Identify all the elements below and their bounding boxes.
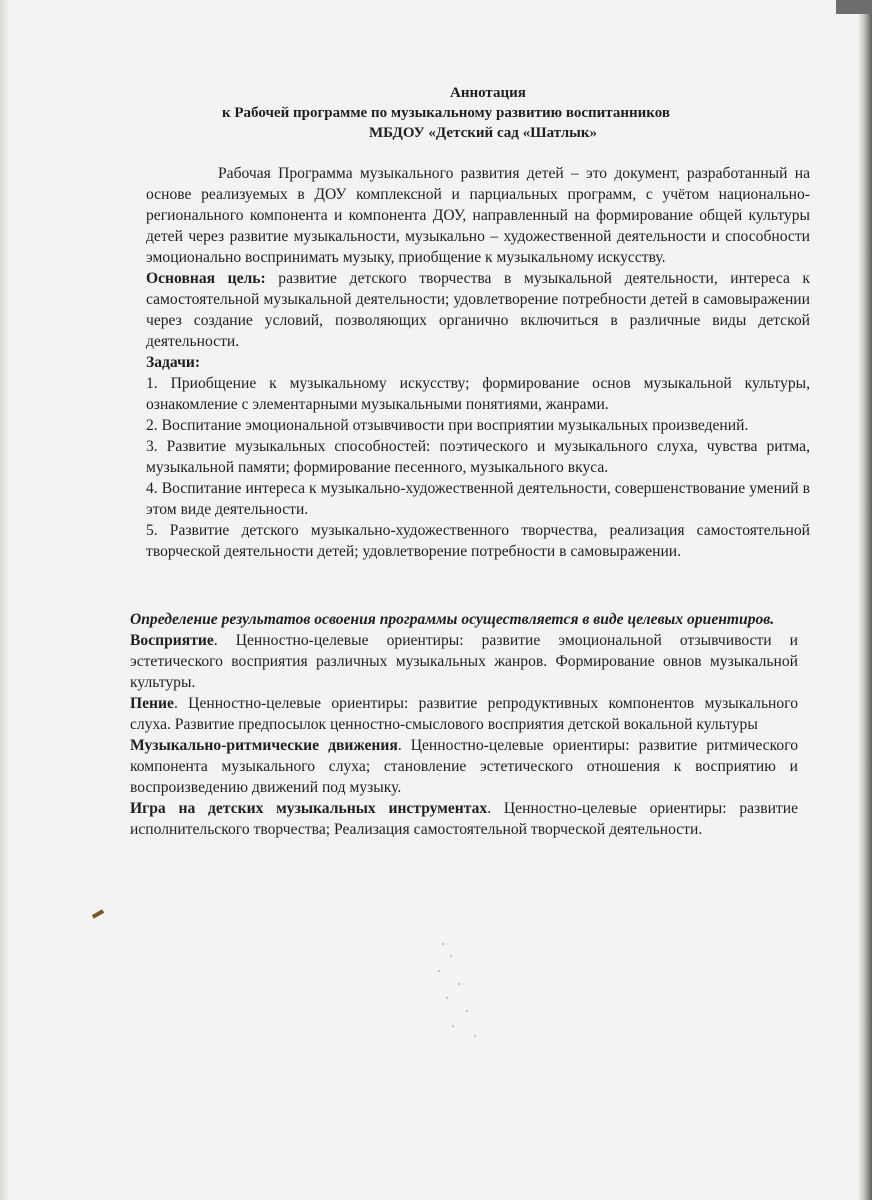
document-body bbox=[146, 163, 810, 562]
task-item: 4. Воспитание интереса к музыкально-художественной деятельности, совершенствование умений в этом виде деятельности. bbox=[146, 480, 810, 518]
section-label: Пение bbox=[130, 695, 174, 712]
ink-specks bbox=[430, 935, 490, 1045]
section-instruments bbox=[130, 798, 798, 840]
section-text: . Ценностно-целевые ориентиры: развитие репродуктивных компонентов музыкального слуха. Развитие предпосылок ценностно-смыслового восприятия детской вокальной культуры bbox=[130, 695, 798, 733]
scan-edge-right bbox=[858, 0, 872, 1200]
scan-edge-left bbox=[0, 0, 10, 1200]
goal-label: Основная цель: bbox=[146, 270, 266, 287]
section-label: Игра на детских музыкальных инструментах bbox=[130, 800, 488, 817]
task-item: 2. Воспитание эмоциональной отзывчивости при восприятии музыкальных произведений. bbox=[146, 417, 749, 434]
intro-paragraph: Рабочая Программа музыкального развития детей – это документ, разработанный на основе реализуемых в ДОУ комплексной и парциальных программ, с учётом национально-регионального компонента и компонента ДОУ, направленный на формирование общей культуры детей через развитие музыкальности, музыкально – художественной деятельности и способности эмоционально воспринимать музыку, приобщение к музыкальному искусству. bbox=[146, 165, 810, 266]
section-text: . Ценностно-целевые ориентиры: развитие исполнительского творчества; Реализация самостоятельной творческой деятельности. bbox=[130, 800, 798, 838]
goal-text: развитие детского творчества в музыкальной деятельности, интереса к самостоятельной музыкальной деятельности; удовлетворение потребности детей в самовыражении через создание условий, позволяющих органично включиться в различные виды детской деятельности. bbox=[146, 270, 810, 350]
section-text: . Ценностно-целевые ориентиры: развитие эмоциональной отзывчивости и эстетического восприятия различных музыкальных жанров. Формирование овнов музыкальной культуры. bbox=[130, 632, 798, 691]
section-label: Восприятие bbox=[130, 632, 214, 649]
scan-corner-mark bbox=[836, 0, 872, 14]
section-singing bbox=[130, 693, 798, 735]
tasks-label: Задачи: bbox=[146, 354, 201, 371]
institution-name: МБДОУ «Детский сад «Шатлык» bbox=[369, 125, 597, 141]
section-rhythmic-movement bbox=[130, 735, 798, 798]
goal-paragraph bbox=[146, 268, 810, 352]
task-item: 3. Развитие музыкальных способностей: поэтического и музыкального слуха, чувства ритма, музыкальной памяти; формирование песенного, музыкального вкуса. bbox=[146, 438, 810, 476]
pen-mark bbox=[92, 909, 104, 918]
section-label: Музыкально-ритмические движения bbox=[130, 737, 398, 754]
section-perception bbox=[130, 630, 798, 693]
results-heading: Определение результатов освоения программы осуществляется в виде целевых ориентиров. bbox=[130, 611, 775, 628]
results-section bbox=[130, 609, 798, 840]
annotation-title: Аннотация bbox=[450, 85, 526, 101]
task-item: 1. Приобщение к музыкальному искусству; формирование основ музыкальной культуры, ознакомление с элементарными музыкальными понятиями, жанрами. bbox=[146, 375, 810, 413]
annotation-subtitle: к Рабочей программе по музыкальному развитию воспитанников bbox=[222, 105, 670, 121]
section-text: . Ценностно-целевые ориентиры: развитие ритмического компонента музыкального слуха; становление эстетического отношения к восприятию и воспроизведению движений под музыку. bbox=[130, 737, 798, 796]
task-item: 5. Развитие детского музыкально-художественного творчества, реализация самостоятельной творческой деятельности детей; удовлетворение потребности в самовыражении. bbox=[146, 522, 810, 560]
